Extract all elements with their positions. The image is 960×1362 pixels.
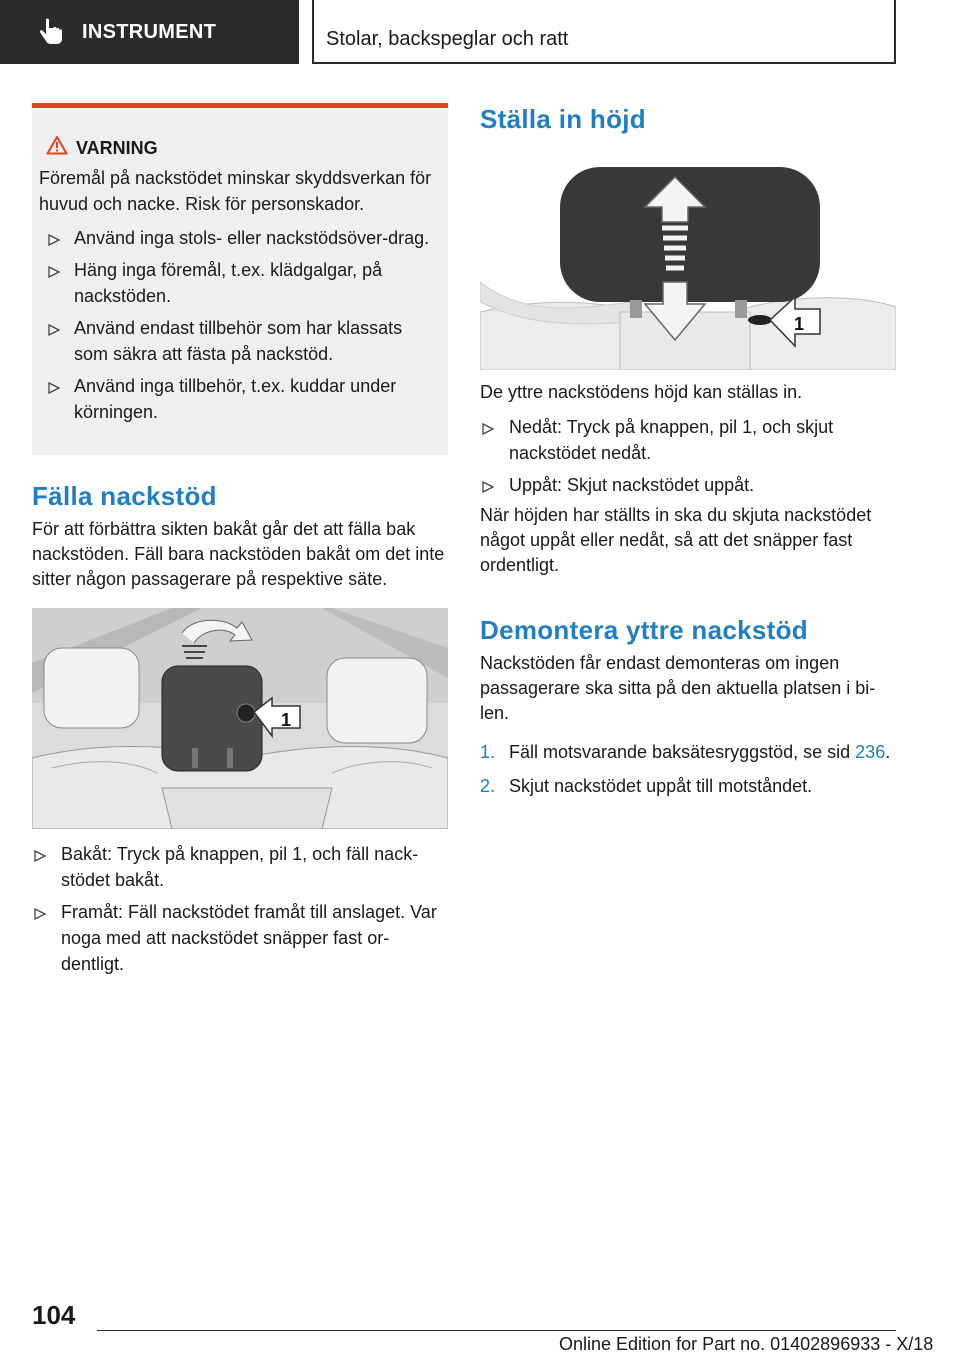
- pointing-hand-icon: [36, 17, 66, 47]
- list-item: [480, 472, 896, 498]
- list-item-text: Använd endast tillbehör som har klassats som säkra att fästa på nackstöd.: [74, 318, 403, 364]
- section-header: [312, 0, 896, 64]
- fold-list: [32, 841, 448, 983]
- step-tail: .: [885, 742, 891, 762]
- list-item-text: Använd inga tillbehör, t.ex. kuddar under körningen.: [74, 376, 397, 422]
- rear-seat-headrest-illustration: [32, 608, 448, 829]
- list-item: [32, 841, 448, 893]
- remove-intro: Nackstöden får endast demonteras om ingen passagerare ska sitta på den aktuella platsen i bi-len.: [480, 653, 876, 723]
- height-after: När höjden har ställts in ska du skjuta nackstödet något uppåt eller nedåt, så att det snäpper fast ordentligt.: [480, 505, 872, 575]
- headrest-height-illustration: [480, 162, 896, 370]
- list-item: [39, 257, 439, 309]
- footer-divider: [97, 1330, 896, 1331]
- list-item-text: Framåt: Fäll nackstödet framåt till anslaget. Var noga med att nackstödet snäpper fast or-dentligt.: [61, 902, 437, 974]
- page-number: 104: [32, 1300, 76, 1330]
- list-item: [480, 414, 896, 466]
- list-item-text: Uppåt: Skjut nackstödet uppåt.: [509, 475, 755, 495]
- warning-body: Föremål på nackstödet minskar skyddsverkan för huvud och nacke. Risk för personskador.: [39, 168, 432, 214]
- remove-steps: [480, 740, 896, 808]
- step-item: [480, 774, 896, 799]
- height-intro: De yttre nackstödens höjd kan ställas in.: [480, 382, 803, 402]
- section-title: Stolar, backspeglar och ratt: [326, 28, 569, 50]
- list-item-text: Bakåt: Tryck på knappen, pil 1, och fäll nack-stödet bakåt.: [61, 844, 419, 890]
- warning-list: [39, 225, 439, 431]
- step-item: [480, 740, 896, 765]
- warning-triangle-icon: [46, 135, 68, 155]
- bullet-triangle-icon: [482, 481, 494, 493]
- list-item-text: Nedåt: Tryck på knappen, pil 1, och skjut nackstödet nedåt.: [509, 417, 834, 463]
- fold-heading: Fälla nackstöd: [32, 481, 217, 511]
- bullet-triangle-icon: [48, 382, 60, 394]
- bullet-triangle-icon: [48, 234, 60, 246]
- chapter-tab[interactable]: [0, 0, 299, 64]
- step-number: 1.: [480, 742, 496, 762]
- callout-label: 1: [281, 710, 292, 730]
- list-item-text: Häng inga föremål, t.ex. klädgalgar, på nackstöden.: [74, 260, 383, 306]
- chapter-tab-label: INSTRUMENT: [82, 20, 217, 43]
- bullet-triangle-icon: [48, 324, 60, 336]
- step-text: Fäll motsvarande baksätesryggstöd, se sid: [509, 742, 856, 762]
- edition-text: Online Edition for Part no. 01402896933 - X/18: [559, 1334, 934, 1354]
- step-number: 2.: [480, 776, 496, 796]
- fold-intro: För att förbättra sikten bakåt går det att fälla bak nackstöden. Fäll bara nackstöden bakåt om det inte sitter någon passagerare på respektive säte.: [32, 519, 445, 589]
- page-link[interactable]: 236: [855, 742, 886, 762]
- list-item: [39, 315, 439, 367]
- warning-box: [32, 103, 448, 455]
- list-item: [32, 899, 448, 977]
- remove-heading: Demontera yttre nackstöd: [480, 615, 808, 645]
- bullet-triangle-icon: [482, 423, 494, 435]
- height-list: [480, 414, 896, 504]
- bullet-triangle-icon: [34, 908, 46, 920]
- list-item: [39, 225, 439, 251]
- step-text: Skjut nackstödet uppåt till motståndet.: [509, 776, 813, 796]
- bullet-triangle-icon: [34, 850, 46, 862]
- height-heading: Ställa in höjd: [480, 104, 646, 134]
- warning-title: VARNING: [76, 138, 158, 158]
- callout-label: 1: [794, 314, 805, 334]
- list-item: [39, 373, 439, 425]
- warning-title-row: [76, 138, 158, 159]
- bullet-triangle-icon: [48, 266, 60, 278]
- list-item-text: Använd inga stols- eller nackstödsöver-drag.: [74, 228, 430, 248]
